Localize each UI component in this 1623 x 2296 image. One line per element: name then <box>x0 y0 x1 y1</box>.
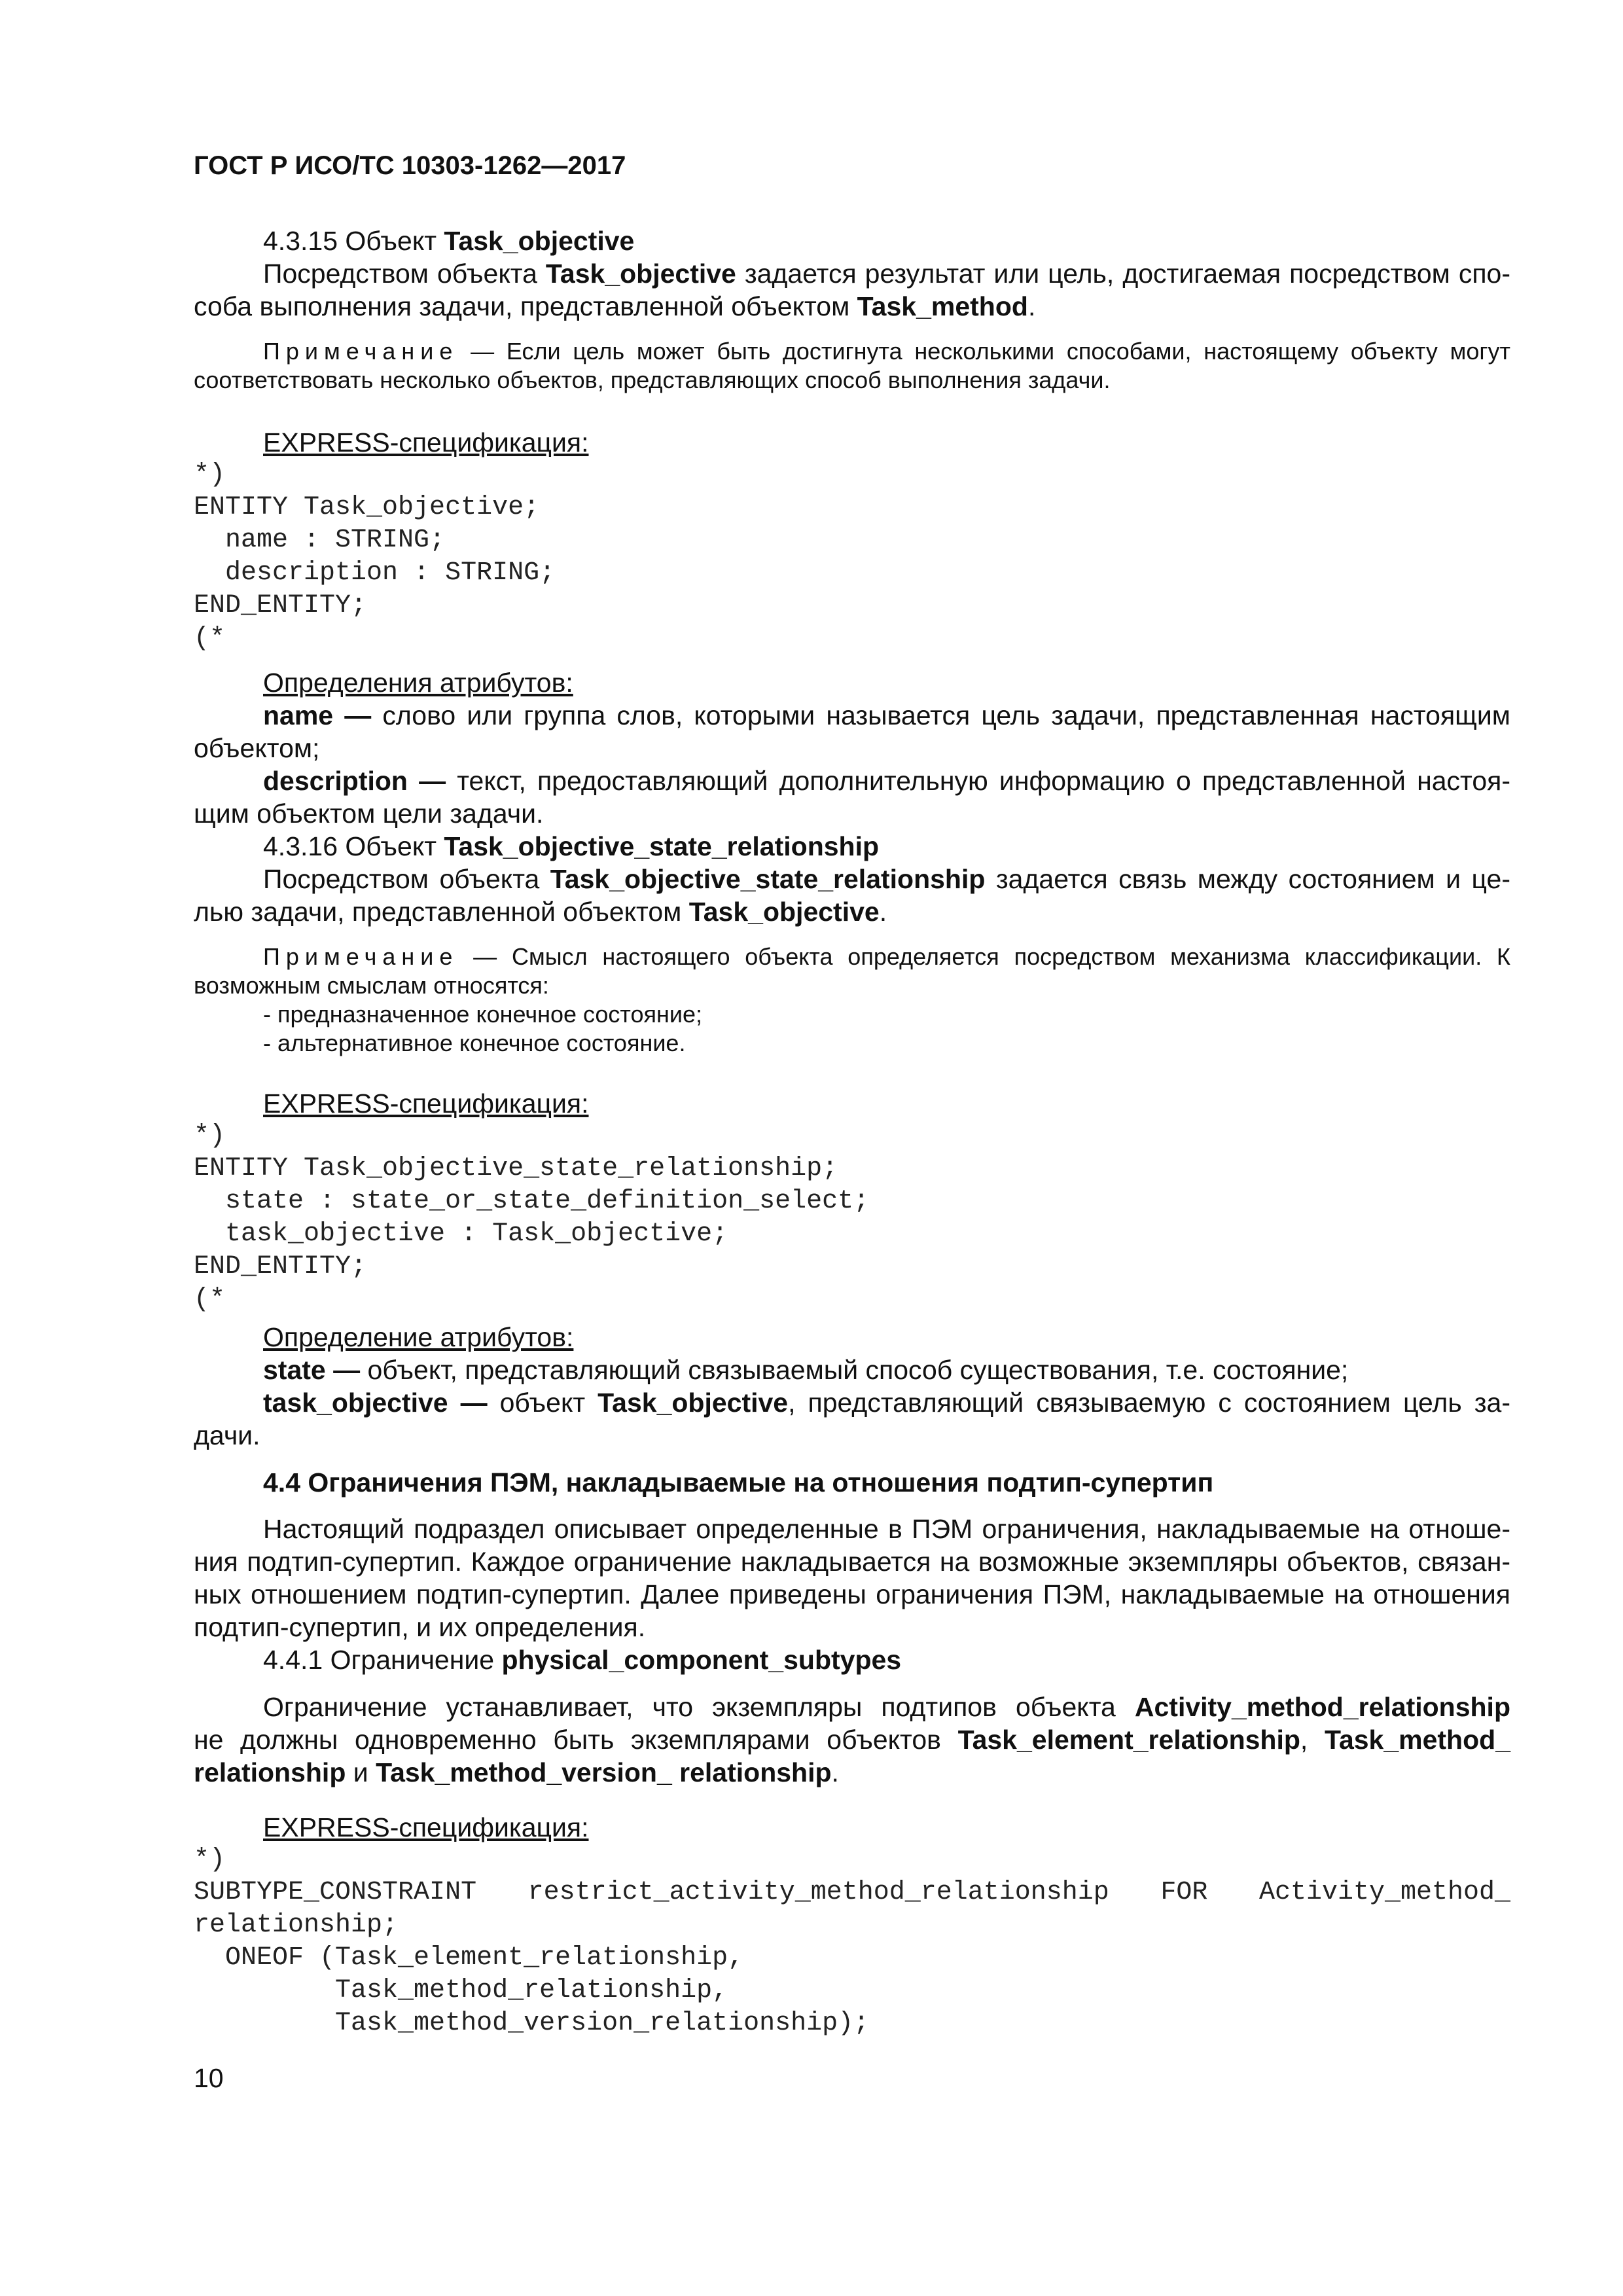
code-line: Task_method_relationship, <box>194 1976 728 2005</box>
note: Примечание — Смысл настоящего объекта определяется посредством механизма классификации. К <box>263 943 1510 970</box>
paragraph-line: ния подтип-супертип. Каждое ограничение накладывается на возможные экземпляры объектов, связан- <box>194 1547 1510 1577</box>
code-line: name : STRING; <box>194 526 446 555</box>
code-line: *) <box>194 1121 226 1151</box>
section-heading-4-3-16: 4.3.16 Объект Task_objective_state_relationship <box>263 831 880 861</box>
paragraph-line: relationship и Task_method_version_ relationship. <box>194 1757 839 1787</box>
code-line: END_ENTITY; <box>194 1252 367 1282</box>
code-line: ONEOF (Task_element_relationship, <box>194 1943 744 1973</box>
note-list-item: - альтернативное конечное состояние. <box>263 1030 686 1056</box>
code-line: ENTITY Task_objective; <box>194 493 540 522</box>
paragraph-line: Посредством объекта Task_objective_state_relationship задается связь между состоянием и це- <box>263 864 1511 894</box>
code-line: state : state_or_state_definition_select; <box>194 1187 870 1216</box>
express-spec-label: EXPRESS-спецификация: <box>263 427 589 457</box>
attribute-definition-continuation: дачи. <box>194 1420 260 1450</box>
paragraph-line: Настоящий подраздел описывает определенные в ПЭМ ограничения, накладываемые на отноше- <box>263 1514 1510 1544</box>
code-line: ENTITY Task_objective_state_relationship; <box>194 1154 838 1183</box>
attributes-heading: Определение атрибутов: <box>263 1322 574 1352</box>
attribute-definition-continuation: щим объектом цели задачи. <box>194 798 544 829</box>
paragraph-line: ных отношением подтип-супертип. Далее приведены ограничения ПЭМ, накладываемые на отношения <box>194 1579 1510 1609</box>
express-spec-label: EXPRESS-спецификация: <box>263 1812 589 1842</box>
paragraph-line: Посредством объекта Task_objective задается результат или цель, достигаемая посредством спо- <box>263 259 1511 289</box>
attribute-definition: state — объект, представляющий связываемый способ существования, т.е. состояние; <box>263 1355 1349 1385</box>
code-line: *) <box>194 460 226 490</box>
paragraph-line: подтип-супертип, и их определения. <box>194 1612 646 1642</box>
code-line: Task_method_version_relationship); <box>194 2009 870 2038</box>
code-line: SUBTYPE_CONSTRAINT restrict_activity_method_relationship FOR Activity_method_ <box>194 1878 1510 1907</box>
code-line: task_objective : Task_objective; <box>194 1219 728 1249</box>
code-line: relationship; <box>194 1910 399 1940</box>
document-code-header: ГОСТ Р ИСО/ТС 10303-1262—2017 <box>194 151 626 180</box>
note-continuation: соответствовать несколько объектов, представляющих способ выполнения задачи. <box>194 367 1111 393</box>
paragraph-line: лью задачи, представленной объектом Task_objective. <box>194 897 887 927</box>
code-line: (* <box>194 1285 226 1314</box>
code-line: (* <box>194 624 226 653</box>
express-spec-label: EXPRESS-спецификация: <box>263 1088 589 1119</box>
paragraph-line: соба выполнения задачи, представленной объектом Task_method. <box>194 291 1036 321</box>
attribute-definition: name — слово или группа слов, которыми называется цель задачи, представленная настоящим <box>263 700 1510 730</box>
attributes-heading: Определения атрибутов: <box>263 668 573 698</box>
code-line: description : STRING; <box>194 558 556 588</box>
page-number: 10 <box>194 2063 224 2093</box>
note: Примечание — Если цель может быть достигнута несколькими способами, настоящему объекту могут <box>263 338 1510 365</box>
code-line: *) <box>194 1845 226 1874</box>
attribute-definition: description — текст, предоставляющий дополнительную информацию о представленной настоя- <box>263 766 1510 796</box>
paragraph-line: Ограничение устанавливает, что экземпляры подтипов объекта Activity_method_relationship <box>263 1692 1510 1722</box>
attribute-definition: task_objective — объект Task_objective, представляющий связываемую с состоянием цель за- <box>263 1388 1510 1418</box>
section-heading-4-4-1: 4.4.1 Ограничение physical_component_subtypes <box>263 1645 902 1675</box>
code-line: END_ENTITY; <box>194 591 367 620</box>
section-heading-4-3-15: 4.3.15 Объект Task_objective <box>263 226 635 256</box>
note-continuation: возможным смыслам относятся: <box>194 972 549 999</box>
paragraph-line: не должны одновременно быть экземплярами объектов Task_element_relationship, Task_method_ <box>194 1725 1510 1755</box>
section-heading-4-4: 4.4 Ограничения ПЭМ, накладываемые на отношения подтип-супертип <box>263 1467 1214 1498</box>
attribute-definition-continuation: объектом; <box>194 733 320 763</box>
note-list-item: - предназначенное конечное состояние; <box>263 1001 703 1028</box>
